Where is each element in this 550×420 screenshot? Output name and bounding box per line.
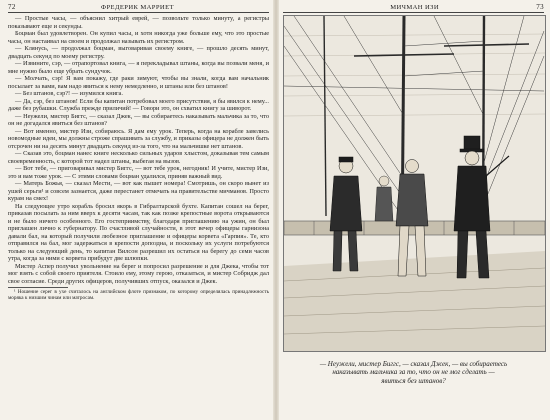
paragraph: Боцман был удовлетворен. Он купил часы, и хотя никогда уже больше ему, что это простые часы, он настаивал на своем и продолжал называть их регистром.	[8, 30, 269, 45]
footnote: ¹ Ношение серег в ухе считалось на английском флоте признаком, по которому определялась принадлежность моряка к низшим чинам или матросам.	[8, 289, 269, 302]
caption-line: наказывать мальчика за то, что он не мог сделать —	[332, 368, 495, 377]
left-body-text	[8, 15, 269, 285]
right-page	[277, 0, 550, 420]
paragraph: — Матерь Божья, — сказал Мести, — вот как пышет номера! Смотришь, он скоро вынет из ушей серьги¹ и совсем зазнается, даже перестанет отмечать на правительстве мичманов. Просто курам на смех!	[8, 180, 269, 202]
paragraph: — Без штанов, сэр?! — изумился книга.	[15, 90, 123, 97]
paragraph: — Сказав это, боцман нанес книге несколько сильных ударов хлыстом, доказывая тем самым своевременность, с которой тот надел штаны, выбегая на вызов.	[8, 150, 269, 165]
paragraph: — Простые часы, — объяснил хитрый еврей, — позвольте только минуту, а регистры показывают еще и секунды.	[8, 15, 269, 30]
left-page-header	[8, 3, 269, 13]
illustration-caption	[283, 360, 544, 385]
paragraph: — Вот именно, мистер Изи, собираюсь. Я дам ему урок. Теперь, когда на корабле завелись новомодные идеи, мы должны строже спрашивать за службу, и приказы офицера не должен быть отсрочен ни на десять минут двадцать секунд из-за того, что на мальчишке нет штанов.	[8, 127, 269, 150]
caption-line: — Неужели, мистер Биггс, — сказал Джек, — вы собираетесь	[319, 360, 508, 368]
left-page-number: 72	[8, 3, 16, 11]
paragraph: На следующее утро корабль бросил якорь в Гибралтарской бухте. Капитан сошел на берег, приказав посылать за ним вверх к десяти часам, так как позже крепостные ворота открываются и не было ничего особенного. Его гостеприимству, благодаря приглашению на ужин, он был приглашен лично к губернатору. По счастливой случайности, в этот вечер офицеры гарнизона давали бал, на который получили любезное приглашение и офицеры корвета «Гарпия». Те, кто отправился на бал, мог задержаться в крепости допоздна, и поскольку их услуги потребуются только на следующий день, то капитан Вилсон разрешил их остаться на берегу до семи часов утра, когда за ними с корвета прибудут две шлюпки.	[8, 202, 269, 262]
right-running-head: МИЧМАН ИЗИ	[390, 4, 439, 11]
paragraph: — Да, сэр, без штанов! Если бы капитан потребовал моего присутствия, я бы явился к нему... даже без рубашки. Служба прежде приличий! — Говори это, он схватил книгу за шиворот.	[8, 97, 269, 112]
right-page-header	[283, 3, 544, 13]
footnote-rule	[8, 287, 68, 288]
left-running-head: ФРЕДЕРИК МАРРИЕТ	[100, 4, 174, 11]
paragraph: — Неужели, мистер Биггс, — сказал Джек, — вы собираетесь наказывать мальчика за то, что он не догадался явиться без штанов?	[8, 112, 269, 127]
paragraph: Мистер Аспер получил увольнение на берег и попросил разрешение и для Джека, чтобы тот мог взять с собой своего приятеля. Стоило ему, этому герою, отказаться, и мистер Собридж дал свое согласие. Среди других офицеров, получивших отпуск, оказался и Джек.	[8, 262, 269, 285]
paragraph: — Вот тебе, — приговаривал мистер Биггс, — вот тебе урок, негодник! И учите, мистер Изи, это и вам тоже урок. — С этими словами боцман удалился, приняв важный вид.	[8, 165, 269, 180]
paragraph: — Извините, сэр, — отрапортовал книга, — я перекладывал штаны, когда вы позвали меня, и мне нужно было еще убрать сундучок.	[8, 60, 269, 75]
engraving-image	[284, 16, 545, 351]
right-page-number: 73	[536, 3, 544, 11]
ship-deck-illustration	[283, 15, 546, 352]
paragraph: — Молчать, сэр! Я вам покажу, где раки зимуют, чтобы вы знали, когда вам начальник посылает за вами, вам надо явиться к нему немедленно, и штаны или без штанов!	[8, 75, 269, 90]
paragraph: — Клянусь, — продолжал боцман, выговаривая своему книге, — прошло десять минут, двадцать секунд по моему регистру.	[8, 45, 269, 60]
caption-line: явиться без штанов?	[381, 376, 446, 385]
